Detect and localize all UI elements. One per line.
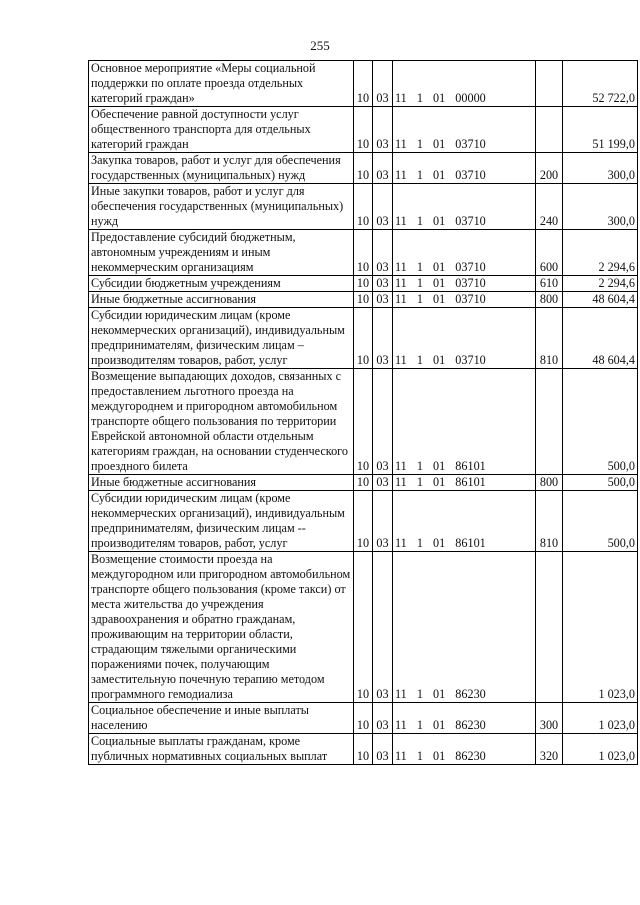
row-target-article-code: 11 1 01 86230: [393, 552, 536, 703]
row-expense-type-code: 810: [536, 491, 563, 552]
row-subsection-code: 03: [373, 734, 393, 765]
row-subsection-code: 03: [373, 184, 393, 230]
row-name: Субсидии юридическим лицам (кроме некоммерческих организаций), индивидуальным предпринимателям, физическим лицам -- производителям товаров, работ, услуг: [89, 491, 354, 552]
row-name: Возмещение стоимости проезда на междугородном или пригородном автомобильном транспорте общего пользования (кроме такси) от места жительства до учреждения здравоохранения и обратно гражданам, проживающим на территории области, страдающим тяжелыми органическими поражениями почек, получающим заместительную почечную терапию методом программного гемодиализа: [89, 552, 354, 703]
row-section-code: 10: [354, 153, 373, 184]
row-expense-type-code: 320: [536, 734, 563, 765]
row-section-code: 10: [354, 107, 373, 153]
row-name: Субсидии бюджетным учреждениям: [89, 276, 354, 292]
row-name: Возмещение выпадающих доходов, связанных с предоставлением льготного проезда на междугороднем и пригородном автомобильном транспорте общего пользования по территории Еврейской автономной области отдельным категориям граждан, на основании студенческого проездного билета: [89, 369, 354, 475]
row-name: Закупка товаров, работ и услуг для обеспечения государственных (муниципальных) нужд: [89, 153, 354, 184]
row-subsection-code: 03: [373, 61, 393, 107]
row-expense-type-code: 800: [536, 292, 563, 308]
row-expense-type-code: [536, 552, 563, 703]
row-subsection-code: 03: [373, 703, 393, 734]
row-amount: 300,0: [563, 153, 638, 184]
row-name: Предоставление субсидий бюджетным, автономным учреждениям и иным некоммерческим организациям: [89, 230, 354, 276]
row-section-code: 10: [354, 308, 373, 369]
row-subsection-code: 03: [373, 107, 393, 153]
row-expense-type-code: [536, 107, 563, 153]
row-section-code: 10: [354, 276, 373, 292]
table-row: [89, 734, 638, 765]
row-section-code: 10: [354, 184, 373, 230]
row-name: Иные бюджетные ассигнования: [89, 292, 354, 308]
row-section-code: 10: [354, 491, 373, 552]
table-row: [89, 153, 638, 184]
row-name: Иные бюджетные ассигнования: [89, 475, 354, 491]
row-section-code: 10: [354, 230, 373, 276]
row-name: Социальное обеспечение и иные выплаты населению: [89, 703, 354, 734]
table-row: [89, 552, 638, 703]
row-amount: 51 199,0: [563, 107, 638, 153]
row-amount: 500,0: [563, 369, 638, 475]
row-amount: 500,0: [563, 475, 638, 491]
row-amount: 1 023,0: [563, 734, 638, 765]
row-expense-type-code: [536, 369, 563, 475]
row-target-article-code: 11 1 01 03710: [393, 276, 536, 292]
row-amount: 48 604,4: [563, 308, 638, 369]
row-section-code: 10: [354, 61, 373, 107]
row-target-article-code: 11 1 01 03710: [393, 292, 536, 308]
table-row: [89, 475, 638, 491]
row-amount: 300,0: [563, 184, 638, 230]
row-amount: 52 722,0: [563, 61, 638, 107]
row-name: Субсидии юридическим лицам (кроме некоммерческих организаций), индивидуальным предпринимателям, физическим лицам – производителям товаров, работ, услуг: [89, 308, 354, 369]
table-row: [89, 107, 638, 153]
row-expense-type-code: 800: [536, 475, 563, 491]
row-subsection-code: 03: [373, 369, 393, 475]
row-expense-type-code: 610: [536, 276, 563, 292]
row-target-article-code: 11 1 01 86230: [393, 703, 536, 734]
row-expense-type-code: 300: [536, 703, 563, 734]
row-name: Иные закупки товаров, работ и услуг для обеспечения государственных (муниципальных) нужд: [89, 184, 354, 230]
row-amount: 500,0: [563, 491, 638, 552]
row-section-code: 10: [354, 475, 373, 491]
table-row: [89, 308, 638, 369]
row-target-article-code: 11 1 01 03710: [393, 107, 536, 153]
page-number: 255: [310, 38, 330, 53]
row-target-article-code: 11 1 01 03710: [393, 308, 536, 369]
row-target-article-code: 11 1 01 03710: [393, 153, 536, 184]
row-target-article-code: 11 1 01 86230: [393, 734, 536, 765]
table-row: [89, 184, 638, 230]
table-row: [89, 276, 638, 292]
row-target-article-code: 11 1 01 86101: [393, 491, 536, 552]
row-section-code: 10: [354, 552, 373, 703]
row-target-article-code: 11 1 01 03710: [393, 230, 536, 276]
row-name: Обеспечение равной доступности услуг общественного транспорта для отдельных категорий граждан: [89, 107, 354, 153]
row-amount: 2 294,6: [563, 230, 638, 276]
row-amount: 2 294,6: [563, 276, 638, 292]
row-section-code: 10: [354, 292, 373, 308]
row-target-article-code: 11 1 01 00000: [393, 61, 536, 107]
row-expense-type-code: 810: [536, 308, 563, 369]
row-expense-type-code: 600: [536, 230, 563, 276]
table-row: [89, 369, 638, 475]
row-subsection-code: 03: [373, 153, 393, 184]
row-target-article-code: 11 1 01 86101: [393, 369, 536, 475]
row-amount: 1 023,0: [563, 552, 638, 703]
row-section-code: 10: [354, 703, 373, 734]
row-expense-type-code: 200: [536, 153, 563, 184]
budget-table: [88, 60, 638, 765]
row-name: Социальные выплаты гражданам, кроме публичных нормативных социальных выплат: [89, 734, 354, 765]
row-subsection-code: 03: [373, 491, 393, 552]
row-expense-type-code: [536, 61, 563, 107]
table-row: [89, 703, 638, 734]
row-subsection-code: 03: [373, 292, 393, 308]
row-subsection-code: 03: [373, 276, 393, 292]
row-subsection-code: 03: [373, 475, 393, 491]
table-row: [89, 230, 638, 276]
row-target-article-code: 11 1 01 86101: [393, 475, 536, 491]
table-row: [89, 292, 638, 308]
table-row: [89, 491, 638, 552]
row-amount: 48 604,4: [563, 292, 638, 308]
budget-table-body: [89, 61, 638, 765]
row-subsection-code: 03: [373, 552, 393, 703]
row-expense-type-code: 240: [536, 184, 563, 230]
row-amount: 1 023,0: [563, 703, 638, 734]
row-subsection-code: 03: [373, 230, 393, 276]
row-section-code: 10: [354, 734, 373, 765]
row-subsection-code: 03: [373, 308, 393, 369]
row-section-code: 10: [354, 369, 373, 475]
table-row: [89, 61, 638, 107]
row-target-article-code: 11 1 01 03710: [393, 184, 536, 230]
row-name: Основное мероприятие «Меры социальной поддержки по оплате проезда отдельных категорий граждан»: [89, 61, 354, 107]
